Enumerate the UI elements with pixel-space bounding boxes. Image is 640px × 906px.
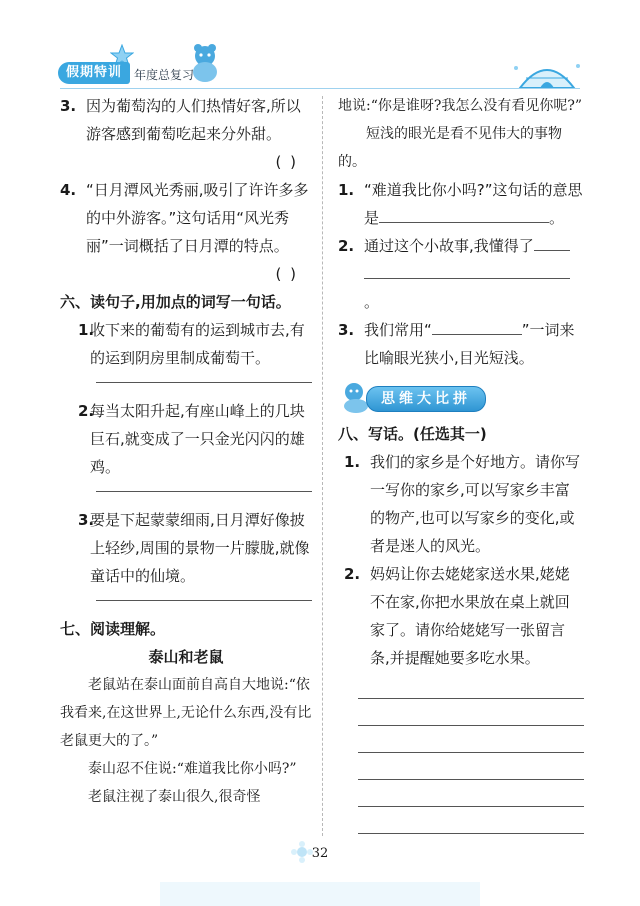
igloo-decoration-icon	[510, 58, 584, 90]
writing-area[interactable]	[358, 698, 584, 834]
question-number: 3.	[338, 321, 355, 339]
section-banner	[338, 380, 584, 414]
story-paragraph: 老鼠注视了泰山很久,很奇怪	[88, 789, 261, 805]
question-number: 1.	[338, 181, 355, 199]
question-item	[60, 176, 312, 288]
section-heading: 六、读句子,用加点的词写一句话。	[60, 293, 291, 311]
prompt-text: 我们的家乡是个好地方。请你写一写你的家乡,可以写家乡丰富的物产,也可以写家乡的变化,或者是迷人的风光。	[370, 453, 581, 555]
reading-question	[338, 316, 584, 372]
page-number: 32	[311, 846, 329, 861]
prompt-text: 妈妈让你去姥姥家送水果,姥姥不在家,你把水果放在桌上就回家了。请你给姥姥写一张留言条,并提醒她要多吃水果。	[370, 565, 570, 667]
writing-prompt	[344, 560, 584, 672]
question-number: 2.	[344, 565, 361, 583]
question-text-post: ”一词来比喻眼光狭小,目光短浅。	[364, 321, 575, 367]
left-column	[60, 92, 312, 811]
sentence-item	[74, 506, 312, 590]
answer-blank[interactable]	[364, 262, 570, 279]
sentence-text: 每当太阳升起,有座山峰上的几块巨石,就变成了一只金光闪闪的雄鸡。	[90, 402, 305, 476]
sentence-item	[74, 397, 312, 481]
question-number: 2.	[338, 237, 355, 255]
question-text: 因为葡萄沟的人们热情好客,所以游客感到葡萄吃起来分外甜。	[86, 97, 301, 143]
page-header	[0, 0, 640, 90]
writing-line[interactable]	[358, 752, 584, 753]
question-text: “日月潭风光秀丽,吸引了许许多多的中外游客。”这句话用“风光秀丽”一词概括了日月潭的特点。	[86, 181, 309, 255]
question-text: 通过这个小故事,我懂得了	[364, 237, 534, 255]
story-paragraph: 老鼠站在泰山面前自高自大地说:“依我看来,在这世界上,无论什么东西,没有比老鼠更大的了。”	[60, 677, 312, 749]
banner-label: 思维大比拼	[366, 386, 486, 412]
writing-line[interactable]	[358, 725, 584, 726]
writing-line[interactable]	[358, 833, 584, 834]
story-moral: 短浅的眼光是看不见伟大的事物的。	[338, 126, 562, 170]
writing-line[interactable]	[358, 698, 584, 699]
answer-brackets[interactable]: ( )	[275, 153, 298, 171]
answer-brackets[interactable]: ( )	[275, 265, 298, 283]
answer-line[interactable]	[96, 382, 312, 383]
reading-question: 2. 通过这个小故事,我懂得了 。	[338, 232, 584, 316]
section-heading: 七、阅读理解。	[60, 620, 166, 638]
brand-label: 假期特训	[58, 62, 130, 84]
footer-band	[160, 882, 480, 906]
story-title: 泰山和老鼠	[148, 648, 224, 666]
question-text: “难道我比你小吗?”这句话的意思是	[364, 181, 583, 227]
question-number: 1.	[78, 321, 95, 339]
question-number: 4.	[60, 181, 77, 199]
answer-blank[interactable]	[379, 206, 549, 223]
column-divider	[322, 96, 323, 836]
sentence-text: 收下来的葡萄有的运到城市去,有的运到阴房里制成葡萄干。	[90, 321, 305, 367]
story-paragraph: 泰山忍不住说:“难道我比你小吗?”	[88, 761, 297, 777]
answer-line[interactable]	[96, 600, 312, 601]
answer-blank[interactable]	[534, 234, 570, 251]
sentence-text: 要是下起蒙蒙细雨,日月潭好像披上轻纱,周围的景物一片朦胧,就像童话中的仙境。	[90, 511, 310, 585]
question-item	[60, 92, 312, 176]
section-heading: 八、写话。(任选其一)	[338, 425, 487, 443]
question-number: 3.	[78, 511, 95, 529]
answer-line[interactable]	[96, 491, 312, 492]
question-number: 3.	[60, 97, 77, 115]
question-number: 1.	[344, 453, 361, 471]
writing-line[interactable]	[358, 779, 584, 780]
story-paragraph: 地说:“你是谁呀?我怎么没有看见你呢?”	[338, 98, 583, 114]
question-text-pre: 我们常用“	[364, 321, 432, 339]
reading-question: 1. “难道我比你小吗?”这句话的意思是 。	[338, 176, 584, 232]
writing-line[interactable]	[358, 806, 584, 807]
header-subtitle: 年度总复习	[134, 68, 195, 82]
header-rule	[60, 88, 580, 89]
answer-blank[interactable]	[432, 318, 522, 335]
question-number: 2.	[78, 402, 95, 420]
writing-prompt	[344, 448, 584, 560]
sentence-item	[74, 316, 312, 372]
right-column	[338, 92, 584, 860]
